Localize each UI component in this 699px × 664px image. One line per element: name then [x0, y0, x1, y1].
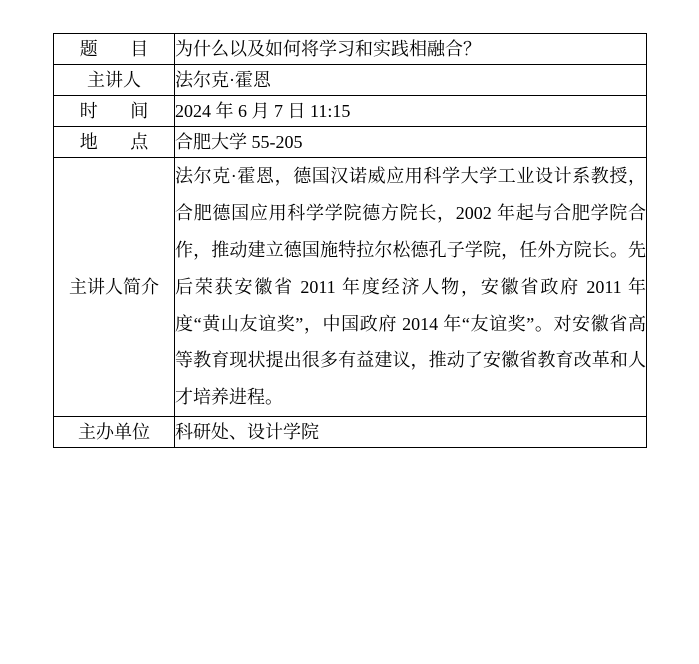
row-value-time: 2024 年 6 月 7 日 11:15: [175, 96, 647, 127]
row-label-time-text: 时 间: [79, 100, 163, 121]
row-label-biography: 主讲人简介: [54, 158, 175, 417]
row-label-organizer: 主办单位: [54, 417, 175, 448]
row-label-speaker: 主讲人: [54, 65, 175, 96]
row-label-place-text: 地 点: [79, 131, 163, 152]
row-label-title: [54, 34, 175, 65]
table-row-place: [54, 127, 647, 158]
row-label-place: [54, 127, 175, 158]
table-row-organizer: [54, 417, 647, 448]
row-value-title: 为什么以及如何将学习和实践相融合？: [175, 34, 647, 65]
row-label-time: [54, 96, 175, 127]
row-value-organizer: 科研处、设计学院: [175, 417, 647, 448]
row-value-place: 合肥大学 55-205: [175, 127, 647, 158]
row-value-biography: [175, 158, 647, 417]
table-row-title: [54, 34, 647, 65]
table-row-time: [54, 96, 647, 127]
row-value-speaker: 法尔克·霍恩: [175, 65, 647, 96]
table-row-speaker: [54, 65, 647, 96]
lecture-info-table: [53, 33, 647, 448]
biography-paragraph: 法尔克·霍恩，德国汉诺威应用科学大学工业设计系教授，合肥德国应用科学学院德方院长，2002 年起与合肥学院合作，推动建立德国施特拉尔松德孔子学院，任外方院长。先后荣获安徽省 2011 年度经济人物，安徽省政府 2011 年度“黄山友谊奖”，中国政府 2014 年“友谊奖”。对安徽省高等教育现状提出很多有益建议，推动了安徽省教育改革和人才培养进程。: [175, 166, 646, 408]
table-row-biography: [54, 158, 647, 417]
row-label-title-text: 题 目: [79, 38, 163, 59]
